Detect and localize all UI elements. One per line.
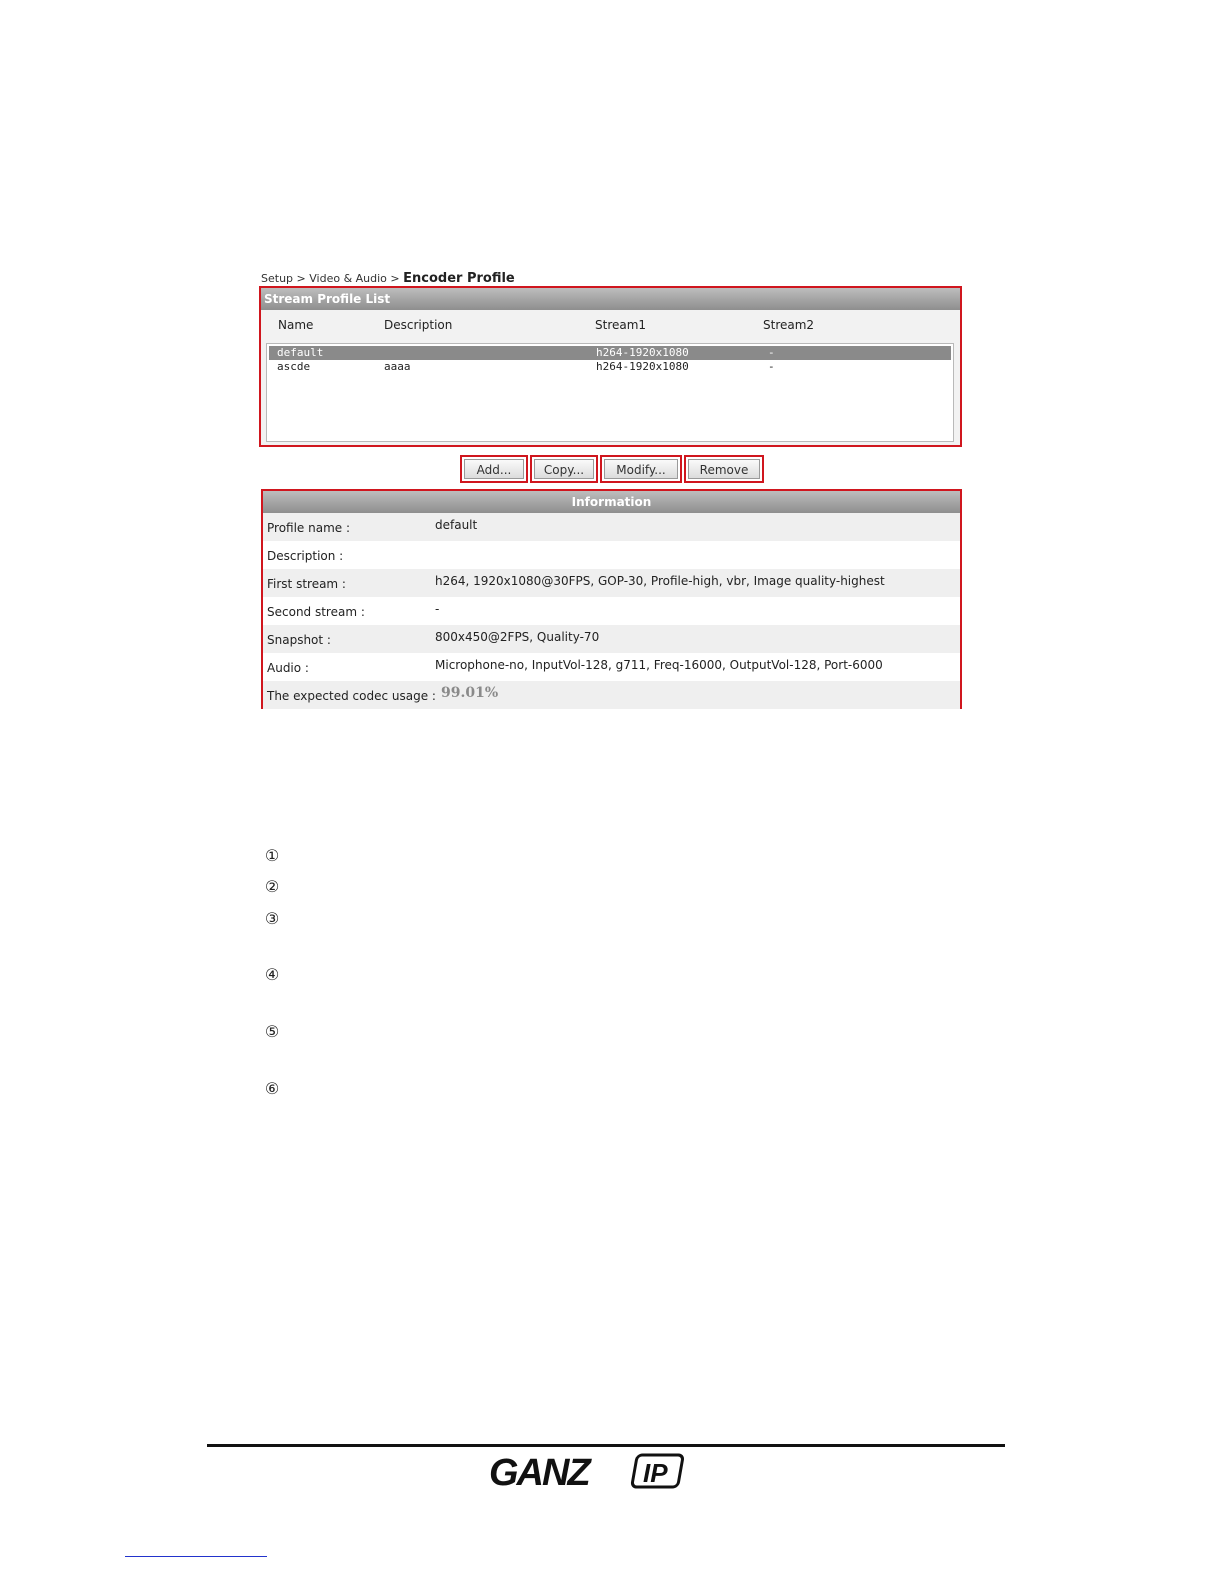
info-value: 800x450@2FPS, Quality-70	[435, 630, 600, 644]
profile-stream1: h264-1920x1080	[596, 346, 689, 359]
breadcrumb-setup[interactable]: Setup	[261, 272, 294, 285]
info-row-codec-usage	[263, 681, 960, 709]
breadcrumb-video-audio[interactable]: Video & Audio	[309, 272, 387, 285]
info-value: h264, 1920x1080@30FPS, GOP-30, Profile-high, vbr, Image quality-highest	[435, 574, 885, 588]
modify-button[interactable]: Modify...	[604, 459, 678, 479]
information-panel	[261, 489, 962, 709]
info-label: Audio :	[267, 661, 309, 675]
profile-stream2: -	[768, 346, 775, 359]
info-label: Description :	[267, 549, 344, 563]
info-row-first-stream	[263, 569, 960, 597]
breadcrumb	[261, 271, 515, 286]
copy-button-frame	[530, 455, 598, 483]
info-row-second-stream	[263, 597, 960, 625]
marker-5: ⑤	[264, 1022, 280, 1041]
marker-3: ③	[264, 909, 280, 928]
profile-name: ascde	[277, 360, 311, 373]
marker-4: ④	[264, 965, 280, 984]
breadcrumb-separator: >	[386, 272, 404, 285]
information-title: Information	[263, 491, 960, 513]
info-label: Profile name :	[267, 521, 351, 535]
info-value: default	[435, 518, 478, 532]
profile-row-ascde[interactable]	[269, 360, 951, 374]
logo-text: GANZ	[489, 1452, 589, 1491]
info-value: -	[435, 602, 440, 616]
list-column-headers	[261, 310, 960, 340]
profile-description: aaaa	[384, 360, 411, 373]
ganz-ip-logo	[487, 1451, 687, 1491]
breadcrumb-separator: >	[293, 272, 310, 285]
footer-link-underline	[125, 1556, 267, 1557]
info-label: Second stream :	[267, 605, 365, 619]
logo-badge-text: IP	[643, 1458, 668, 1488]
footer-rule	[207, 1444, 1005, 1447]
marker-1: ①	[264, 846, 280, 865]
modify-button-frame	[600, 455, 682, 483]
marker-6: ⑥	[264, 1079, 280, 1098]
info-label: The expected codec usage :	[267, 689, 436, 703]
profile-listbox[interactable]	[266, 343, 954, 442]
stream-profile-list-title: Stream Profile List	[261, 288, 960, 310]
column-header-description: Description	[384, 318, 453, 332]
copy-button[interactable]: Copy...	[534, 459, 594, 479]
info-row-profile-name	[263, 513, 960, 541]
info-row-description	[263, 541, 960, 569]
remove-button-frame	[684, 455, 764, 483]
information-rows	[263, 513, 960, 709]
column-header-stream1: Stream1	[595, 318, 647, 332]
profile-name: default	[277, 346, 324, 359]
stream-profile-list-panel	[259, 286, 962, 447]
column-header-stream2: Stream2	[763, 318, 815, 332]
info-label: First stream :	[267, 577, 346, 591]
column-header-name: Name	[278, 318, 314, 332]
info-value: Microphone-no, InputVol-128, g711, Freq-16000, OutputVol-128, Port-6000	[435, 658, 883, 672]
add-button[interactable]: Add...	[464, 459, 524, 479]
codec-usage-value: 99.01%	[441, 685, 499, 701]
profile-row-default[interactable]	[269, 346, 951, 360]
info-row-audio	[263, 653, 960, 681]
profile-stream2: -	[768, 360, 775, 373]
info-label: Snapshot :	[267, 633, 331, 647]
breadcrumb-current: Encoder Profile	[403, 271, 515, 286]
profile-stream1: h264-1920x1080	[596, 360, 689, 373]
remove-button[interactable]: Remove	[688, 459, 760, 479]
add-button-frame	[460, 455, 528, 483]
info-row-snapshot	[263, 625, 960, 653]
marker-2: ②	[264, 877, 280, 896]
